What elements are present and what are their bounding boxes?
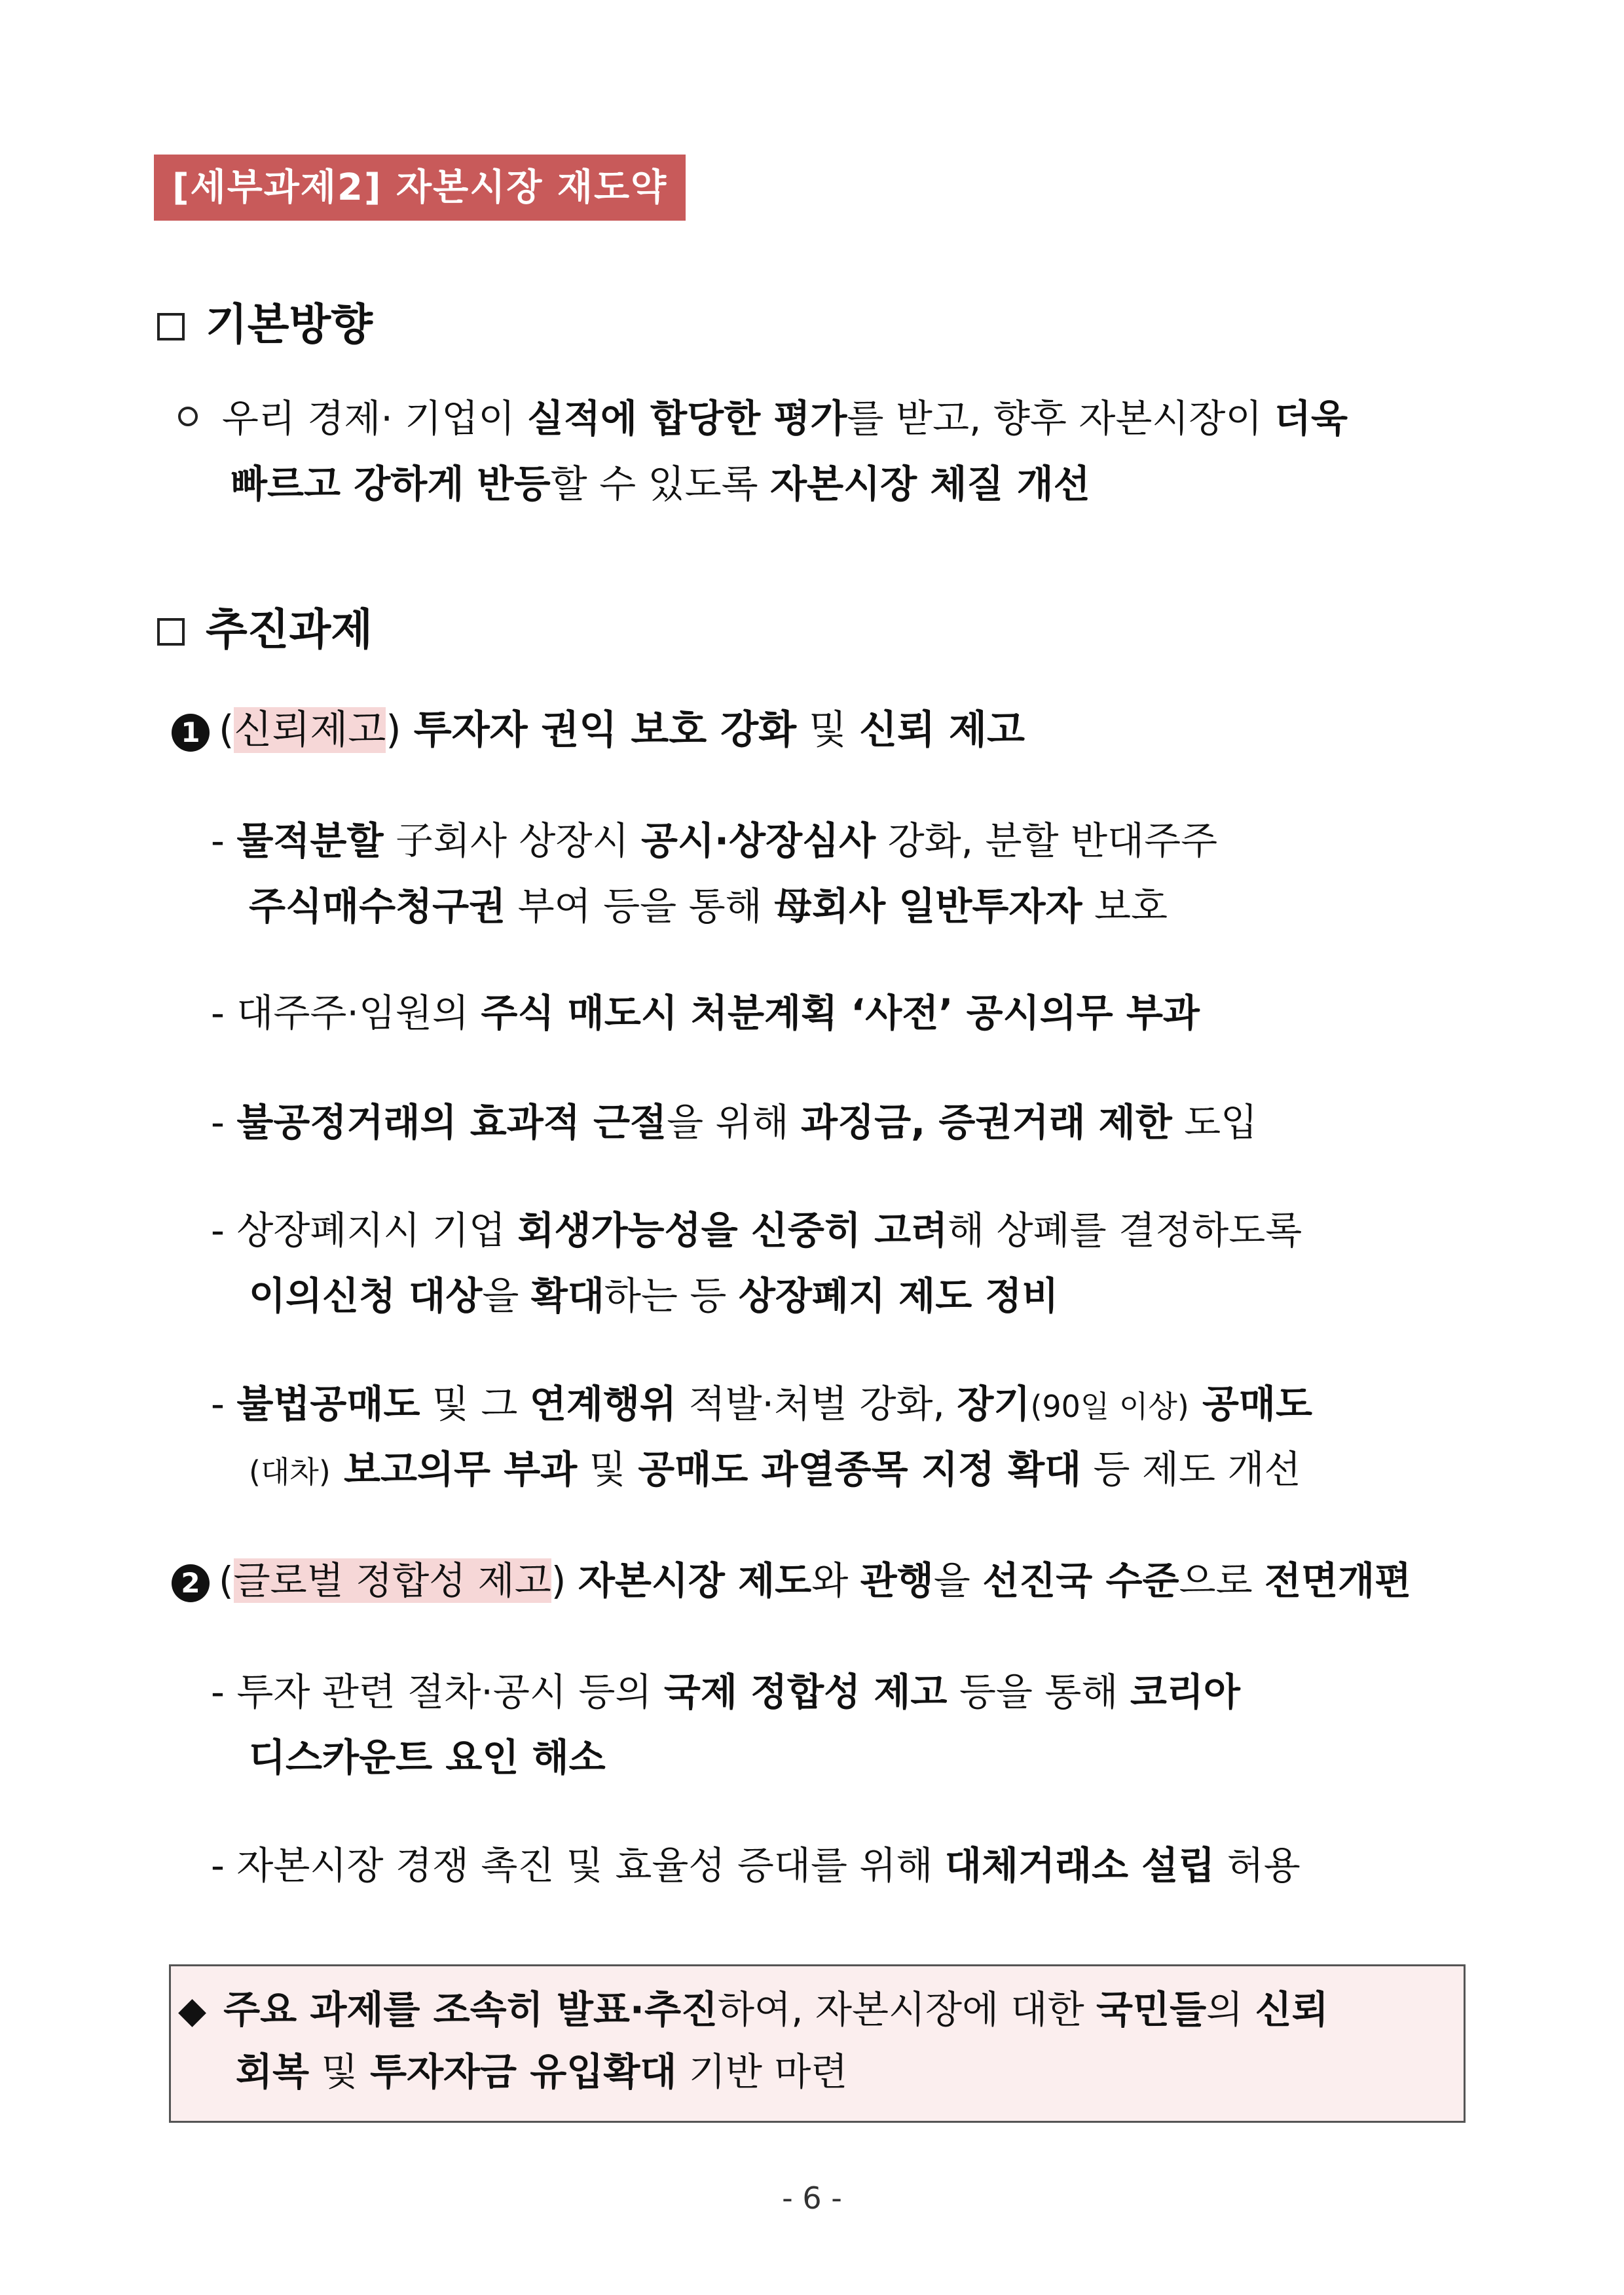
bold-text: 주식 매도시 처분계획 ‘사전’ 공시의무 부과 bbox=[481, 991, 1200, 1035]
bold-text: 디스카운트 요인 해소 bbox=[249, 1735, 606, 1780]
section-basic-direction bbox=[157, 289, 373, 352]
small-text: (90일 이상) bbox=[1030, 1389, 1189, 1424]
bold-text: 상장폐지 제도 정비 bbox=[738, 1274, 1059, 1318]
text: 를 받고, 향후 자본시장이 bbox=[847, 396, 1274, 441]
text: 부여 등을 통해 bbox=[506, 884, 775, 928]
task-1-item-4-line-1: - 상장폐지시 기업 회생가능성을 신중히 고려해 상폐를 결정하도록 bbox=[211, 1208, 1302, 1253]
bold-text: 투자자 권익 보호 강화 bbox=[413, 707, 797, 753]
task-1-item-4-line-2 bbox=[249, 1274, 1059, 1318]
text: 적발·처벌 강화, bbox=[676, 1382, 957, 1426]
task-2-item-1-line-1: - 투자 관련 절차·공시 등의 국제 정합성 제고 등을 통해 코리아 bbox=[211, 1670, 1240, 1714]
bold-text: 공시·상장심사 bbox=[640, 818, 876, 863]
hollow-circle-bullet-icon bbox=[178, 407, 198, 426]
bold-text: 자본시장 제도 bbox=[578, 1558, 812, 1603]
bold-text: 회생가능성을 신중히 고려 bbox=[517, 1208, 948, 1253]
text: 으로 bbox=[1179, 1558, 1265, 1603]
section-title: 추진과제 bbox=[206, 604, 373, 655]
text: 우리 경제· 기업이 bbox=[221, 396, 527, 441]
summary-line-2 bbox=[236, 2049, 848, 2094]
text: 자본시장 경쟁 촉진 및 효율성 증대를 위해 bbox=[236, 1843, 945, 1888]
bold-text: 대체거래소 설립 bbox=[944, 1843, 1215, 1888]
intro-line-1 bbox=[178, 396, 1348, 441]
text: 투자 관련 절차·공시 등의 bbox=[236, 1670, 664, 1714]
bold-text: 관행 bbox=[860, 1558, 934, 1603]
text: 등을 통해 bbox=[947, 1670, 1130, 1714]
small-text: (대차) bbox=[249, 1454, 331, 1490]
text: 하는 등 bbox=[604, 1274, 739, 1318]
bold-text: 빠르고 강하게 반등 bbox=[231, 462, 551, 506]
bold-text: 실적에 합당한 평가 bbox=[526, 396, 847, 441]
bold-text: 투자자금 유입확대 bbox=[369, 2049, 677, 2094]
task-1-heading: 1 (신뢰제고) 투자자 권익 보호 강화 및 신뢰 제고 bbox=[172, 710, 1025, 752]
numbered-circle-icon: 1 bbox=[172, 714, 210, 752]
bold-text: 확대 bbox=[530, 1274, 604, 1318]
task-1-item-1-line-1: - 물적분할 子회사 상장시 공시·상장심사 강화, 분할 반대주주 bbox=[211, 818, 1218, 863]
bold-text: 연계행위 bbox=[529, 1382, 677, 1426]
text: 와 bbox=[811, 1558, 860, 1603]
task-1-item-3: - 불공정거래의 효과적 근절을 위해 과징금, 증권거래 제한 도입 bbox=[211, 1100, 1258, 1145]
bold-text: 신뢰 제고 bbox=[859, 707, 1025, 753]
task-1-item-2: - 대주주·임원의 주식 매도시 처분계획 ‘사전’ 공시의무 부과 bbox=[211, 991, 1200, 1035]
text: 을 bbox=[933, 1558, 983, 1603]
checkbox-square-icon bbox=[157, 618, 185, 646]
text: 子회사 상장시 bbox=[383, 818, 641, 863]
task-1-item-5-line-2 bbox=[249, 1447, 1301, 1492]
numbered-circle-icon: 2 bbox=[172, 1564, 210, 1602]
bold-text: 보고의무 부과 bbox=[330, 1447, 578, 1492]
bold-text: 주식매수청구권 bbox=[249, 884, 506, 928]
text: 하여, 자본시장에 대한 bbox=[718, 1987, 1097, 2032]
text: 강화, 분할 반대주주 bbox=[876, 818, 1218, 863]
text: 해 상폐를 결정하도록 bbox=[948, 1208, 1302, 1253]
diamond-bullet-icon: ◆ bbox=[178, 1989, 207, 2032]
bold-text: 국민들 bbox=[1096, 1987, 1207, 2032]
text: 도입 bbox=[1172, 1100, 1258, 1145]
bold-text: 공매도 bbox=[1189, 1382, 1313, 1426]
bold-text: 과징금, 증권거래 제한 bbox=[801, 1100, 1172, 1145]
bold-text: 선진국 수준 bbox=[982, 1558, 1179, 1603]
task-2-heading: 2 (글로벌 정합성 제고) 자본시장 제도와 관행을 선진국 수준으로 전면개편 bbox=[172, 1562, 1411, 1602]
bold-text: 母회사 일반투자자 bbox=[774, 884, 1082, 928]
text: 및 bbox=[309, 2049, 370, 2094]
task-1-tag: 신뢰제고 bbox=[234, 707, 386, 753]
text: 등 제도 개선 bbox=[1081, 1447, 1301, 1492]
bold-text: 코리아 bbox=[1130, 1670, 1240, 1714]
bold-text: 불공정거래의 효과적 근절 bbox=[236, 1100, 667, 1145]
text: 대주주·임원의 bbox=[236, 991, 481, 1035]
bold-text: 자본시장 체질 개선 bbox=[770, 462, 1090, 506]
bold-text: 물적분할 bbox=[236, 818, 384, 863]
page-number: - 6 - bbox=[782, 2180, 842, 2216]
intro-line-2 bbox=[231, 462, 1090, 506]
text: 할 수 있도록 bbox=[550, 462, 771, 506]
subtask-heading-badge: [세부과제2] 자본시장 재도약 bbox=[154, 155, 686, 221]
text: 을 bbox=[482, 1274, 531, 1318]
text: 을 위해 bbox=[667, 1100, 802, 1145]
text: 상장폐지시 기업 bbox=[236, 1208, 518, 1253]
text: 허용 bbox=[1215, 1843, 1301, 1888]
section-tasks bbox=[157, 595, 373, 657]
text: 보호 bbox=[1082, 884, 1168, 928]
text: 및 그 bbox=[420, 1382, 530, 1426]
bold-text: 공매도 과열종목 지정 확대 bbox=[638, 1447, 1082, 1492]
checkbox-square-icon bbox=[157, 313, 185, 340]
text: 기반 마련 bbox=[676, 2049, 848, 2094]
bold-text: 더욱 bbox=[1274, 396, 1348, 441]
text: 및 bbox=[796, 707, 860, 753]
task-1-item-5-line-1: - 불법공매도 및 그 연계행위 적발·처벌 강화, 장기(90일 이상) 공매도 bbox=[211, 1382, 1313, 1426]
bold-text: 회복 bbox=[236, 2049, 310, 2094]
bold-text: 장기 bbox=[957, 1382, 1031, 1426]
summary-line-1 bbox=[178, 1987, 1329, 2032]
text: 의 bbox=[1206, 1987, 1255, 2032]
bold-text: 국제 정합성 제고 bbox=[663, 1670, 948, 1714]
task-1-item-1-line-2 bbox=[249, 884, 1168, 928]
task-2-tag: 글로벌 정합성 제고 bbox=[233, 1558, 551, 1603]
bold-text: 이의신청 대상 bbox=[249, 1274, 483, 1318]
task-2-item-2: - 자본시장 경쟁 촉진 및 효율성 증대를 위해 대체거래소 설립 허용 bbox=[211, 1843, 1301, 1888]
text: 및 bbox=[577, 1447, 638, 1492]
bold-text: 불법공매도 bbox=[236, 1382, 420, 1426]
section-title: 기본방향 bbox=[206, 299, 373, 350]
bold-text: 신뢰 bbox=[1255, 1987, 1329, 2032]
bold-text: 주요 과제를 조속히 발표·추진 bbox=[223, 1987, 718, 2032]
bold-text: 전면개편 bbox=[1264, 1558, 1412, 1603]
task-2-item-1-line-2 bbox=[249, 1735, 606, 1780]
